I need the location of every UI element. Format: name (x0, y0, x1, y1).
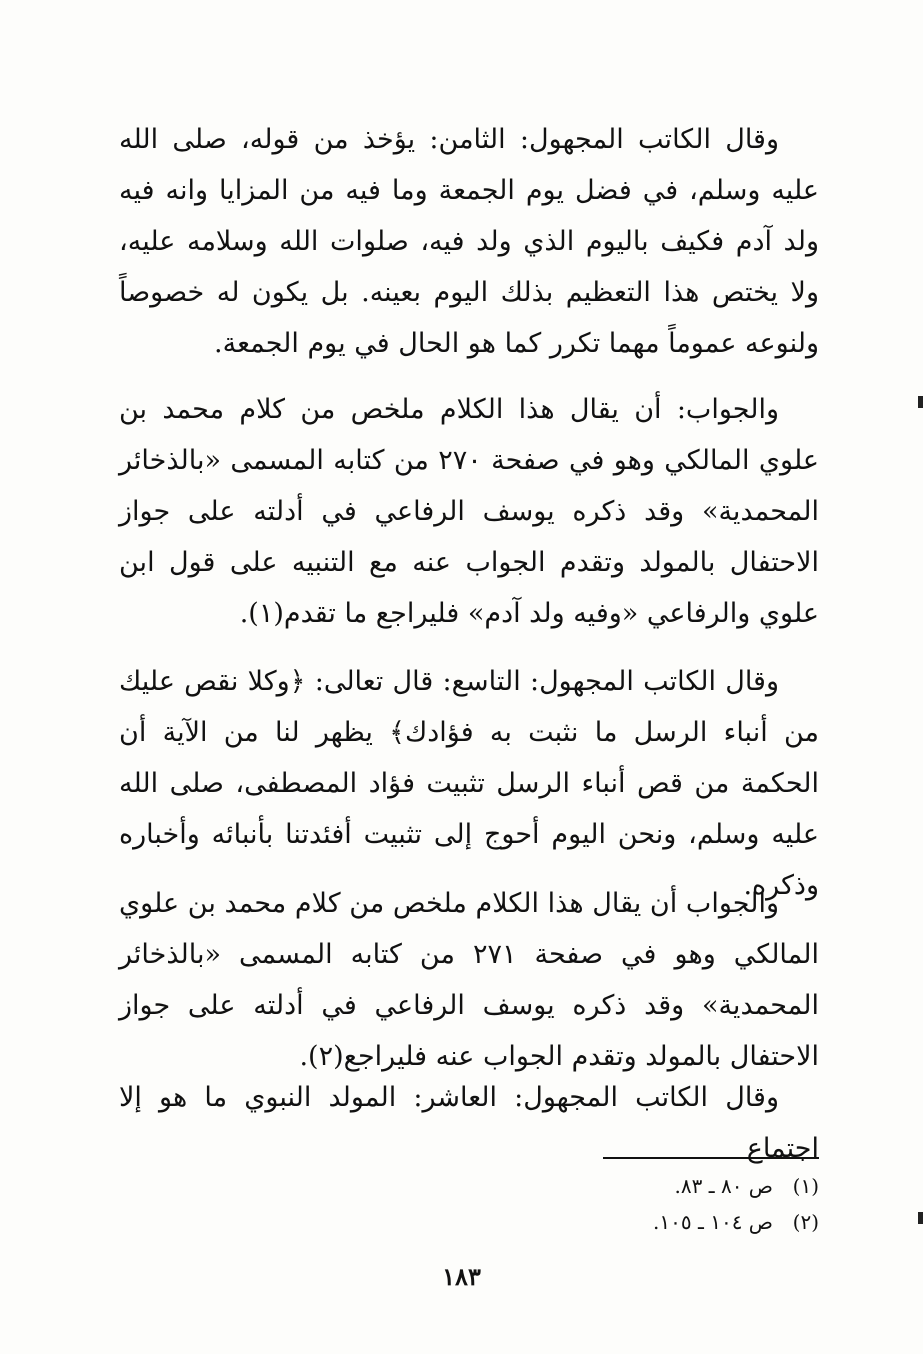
footnote-marker: (٢) (792, 1210, 819, 1234)
footnote (319, 1208, 819, 1236)
footnote-marker: (١) (792, 1174, 819, 1198)
footnote (319, 1172, 819, 1200)
footnote-text: ص ١٠٤ ـ ١٠٥. (653, 1210, 773, 1234)
page-number: ١٨٣ (442, 1262, 481, 1291)
paragraph-ninth-answer (119, 878, 819, 1082)
paragraph-text: وقال الكاتب المجهول: العاشر: المولد النبوي ما هو إلا اجتماع (119, 1082, 819, 1164)
paragraph-eighth-answer (119, 384, 819, 639)
margin-scan-mark (918, 1212, 923, 1224)
paragraph-eighth-claim (119, 114, 819, 369)
margin-scan-mark (918, 396, 923, 408)
paragraph-text: وقال الكاتب المجهول: الثامن: يؤخذ من قوله، صلى الله عليه وسلم، في فضل يوم الجمعة وما فيه من المزايا وانه فيه ولد آدم فكيف باليوم الذي ولد فيه، صلوات الله وسلامه عليه، ولا يختص هذا التعظيم بذلك اليوم بعينه. بل يكون له خصوصاً ولنوعه عموماً مهما تكرر كما هو الحال في يوم الجمعة. (119, 124, 819, 359)
footnote-text: ص ٨٠ ـ ٨٣. (674, 1174, 773, 1198)
paragraph-text: والجواب أن يقال هذا الكلام ملخص من كلام محمد بن علوي المالكي وهو في صفحة ٢٧١ من كتابه المسمى «بالذخائر المحمدية» وقد ذكره يوسف الرفاعي في أدلته على جواز الاحتفال بالمولد وتقدم الجواب عنه فليراجع(٢). (119, 888, 819, 1072)
paragraph-text: وقال الكاتب المجهول: التاسع: قال تعالى: ﴿وكلا نقص عليك من أنباء الرسل ما نثبت به فؤادك﴾ يظهر لنا من الآية أن الحكمة من قص أنباء الرسل تثبيت فؤاد المصطفى، صلى الله عليه وسلم، ونحن اليوم أحوج إلى تثبيت أفئدتنا بأنبائه وأخباره وذكره. (119, 666, 819, 901)
paragraph-ninth-claim (119, 656, 819, 911)
paragraph-text: والجواب: أن يقال هذا الكلام ملخص من كلام محمد بن علوي المالكي وهو في صفحة ٢٧٠ من كتابه المسمى «بالذخائر المحمدية» وقد ذكره يوسف الرفاعي في أدلته على جواز الاحتفال بالمولد وتقدم الجواب عنه مع التنبيه على قول ابن علوي والرفاعي «وفيه ولد آدم» فليراجع ما تقدم(١). (119, 394, 820, 629)
footnote-divider (603, 1157, 819, 1159)
